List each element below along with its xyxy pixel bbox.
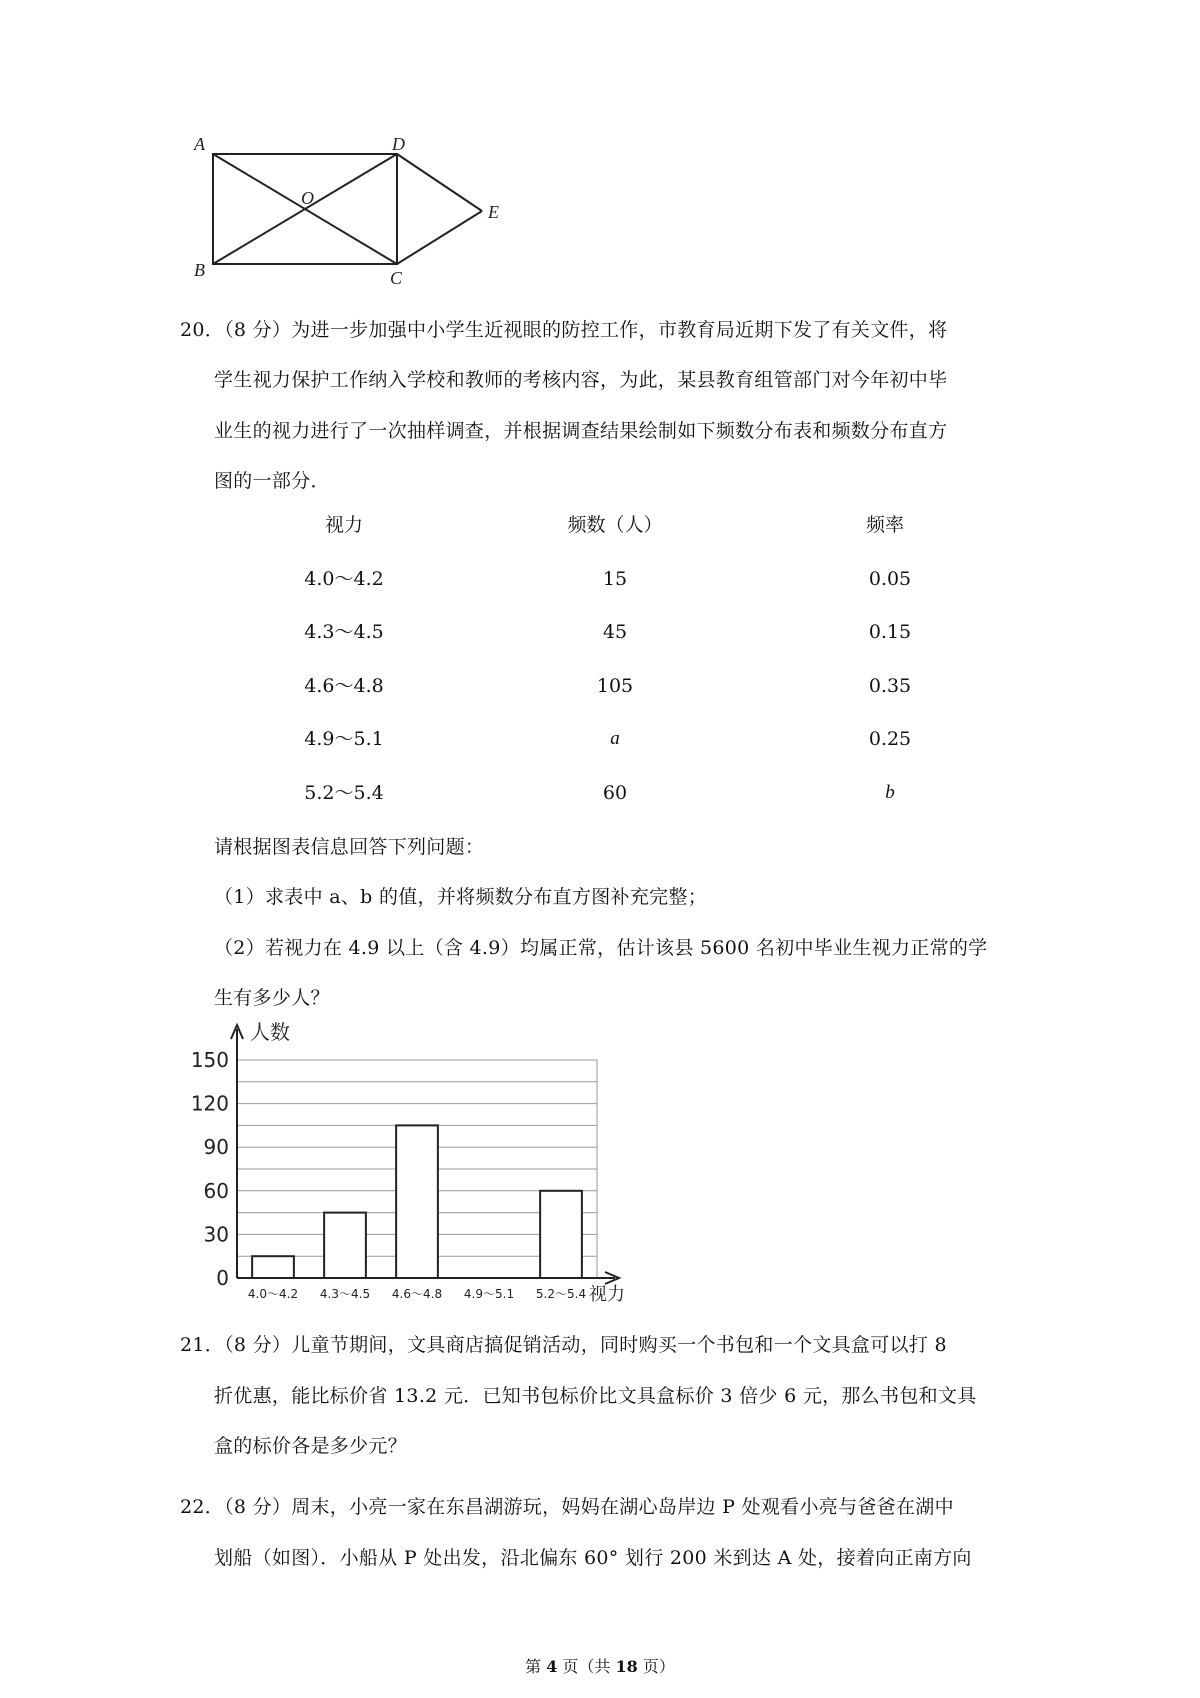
q20-line-1: 20．（8 分）为进一步加强中小学生近视眼的防控工作，市教育局近期下发了有关文件，将	[180, 319, 948, 341]
label-e: E	[488, 202, 499, 222]
table-cell: 105	[596, 675, 634, 697]
page-footer	[0, 1654, 1200, 1677]
x-axis-label: 视力	[589, 1284, 625, 1305]
footer-prefix: 第	[525, 1657, 547, 1676]
table-header: 频率	[865, 514, 904, 536]
q21-line-2: 折优惠，能比标价省 13.2 元．已知书包标价比文具盒标价 3 倍少 6 元，那么书包和文具	[214, 1385, 977, 1407]
label-b: B	[194, 260, 205, 280]
label-a: A	[194, 134, 205, 154]
q20-part-2-line-2: 生有多少人？	[214, 987, 330, 1009]
table-cell: 4.3～4.5	[304, 621, 384, 643]
footer-page-number: 4	[546, 1657, 558, 1676]
table-cell: 0.35	[868, 675, 912, 697]
table-cell: a	[610, 728, 620, 749]
label-c: C	[390, 268, 403, 288]
y-tick-label: 120	[190, 1091, 229, 1116]
table-header: 频数（人）	[567, 514, 663, 536]
table-cell: 0.15	[868, 621, 912, 643]
y-tick-label: 60	[203, 1178, 229, 1203]
table-cell: 60	[602, 782, 628, 804]
bar	[396, 1125, 438, 1278]
table-cell: 45	[602, 621, 628, 643]
frequency-histogram	[190, 1015, 665, 1315]
q20-line-2: 学生视力保护工作纳入学校和教师的考核内容，为此，某县教育组管部门对今年初中毕	[214, 369, 948, 391]
table-cell: 5.2～5.4	[304, 782, 384, 804]
bars-layer	[252, 1125, 582, 1278]
bar	[324, 1213, 366, 1278]
x-tick-label: 4.9～5.1	[463, 1287, 515, 1301]
table-cell: 4.6～4.8	[304, 675, 384, 697]
geometry-figure	[194, 134, 540, 288]
y-axis-label: 人数	[250, 1020, 290, 1044]
table-cell: 0.25	[868, 728, 912, 750]
footer-middle: 页（共	[557, 1657, 616, 1676]
bar	[540, 1191, 582, 1278]
y-tick-label: 150	[190, 1048, 229, 1072]
table-cell: 15	[602, 568, 628, 590]
table-cell: 0.05	[868, 568, 912, 590]
y-tick-label: 0	[216, 1266, 229, 1290]
q20-part-2-line-1: （2）若视力在 4.9 以上（含 4.9）均属正常，估计该县 5600 名初中毕业生视力正常的学	[214, 937, 988, 959]
table-cell: b	[885, 782, 895, 803]
table-cell: 4.9～5.1	[304, 728, 384, 750]
segment-ce	[397, 211, 482, 264]
segment-de	[397, 154, 482, 211]
q22-line-2: 划船（如图）．小船从 P 处出发，沿北偏东 60° 划行 200 米到达 A 处，接着向正南方向	[214, 1547, 972, 1569]
footer-total-pages: 18	[615, 1657, 638, 1676]
q20-line-3: 业生的视力进行了一次抽样调查，并根据调查结果绘制如下频数分布表和频数分布直方	[214, 420, 948, 442]
q20-line-4: 图的一部分．	[214, 470, 330, 492]
q21-line-1: 21．（8 分）儿童节期间，文具商店搞促销活动，同时购买一个书包和一个文具盒可以打 8	[180, 1334, 947, 1356]
table-cell: 4.0～4.2	[304, 568, 384, 590]
q22-line-1: 22．（8 分）周末，小亮一家在东昌湖游玩，妈妈在湖心岛岸边 P 处观看小亮与爸爸在湖中	[180, 1496, 954, 1518]
x-tick-label: 5.2～5.4	[535, 1287, 587, 1301]
q20-part-1: （1）求表中 a、b 的值，并将频数分布直方图补充完整；	[214, 886, 708, 908]
label-o: O	[301, 188, 314, 208]
ticks-layer	[191, 1048, 586, 1301]
table-header: 视力	[324, 514, 363, 536]
x-tick-label: 4.3～4.5	[319, 1287, 371, 1301]
x-tick-label: 4.0～4.2	[247, 1287, 299, 1301]
footer-suffix: 页）	[637, 1657, 675, 1676]
bar	[252, 1256, 294, 1278]
q21-line-3: 盒的标价各是多少元？	[214, 1435, 408, 1457]
label-d: D	[392, 134, 405, 154]
y-tick-label: 90	[203, 1135, 229, 1160]
y-tick-label: 30	[203, 1222, 229, 1247]
x-tick-label: 4.6～4.8	[391, 1287, 443, 1301]
q20-prompt: 请根据图表信息回答下列问题：	[214, 836, 485, 858]
